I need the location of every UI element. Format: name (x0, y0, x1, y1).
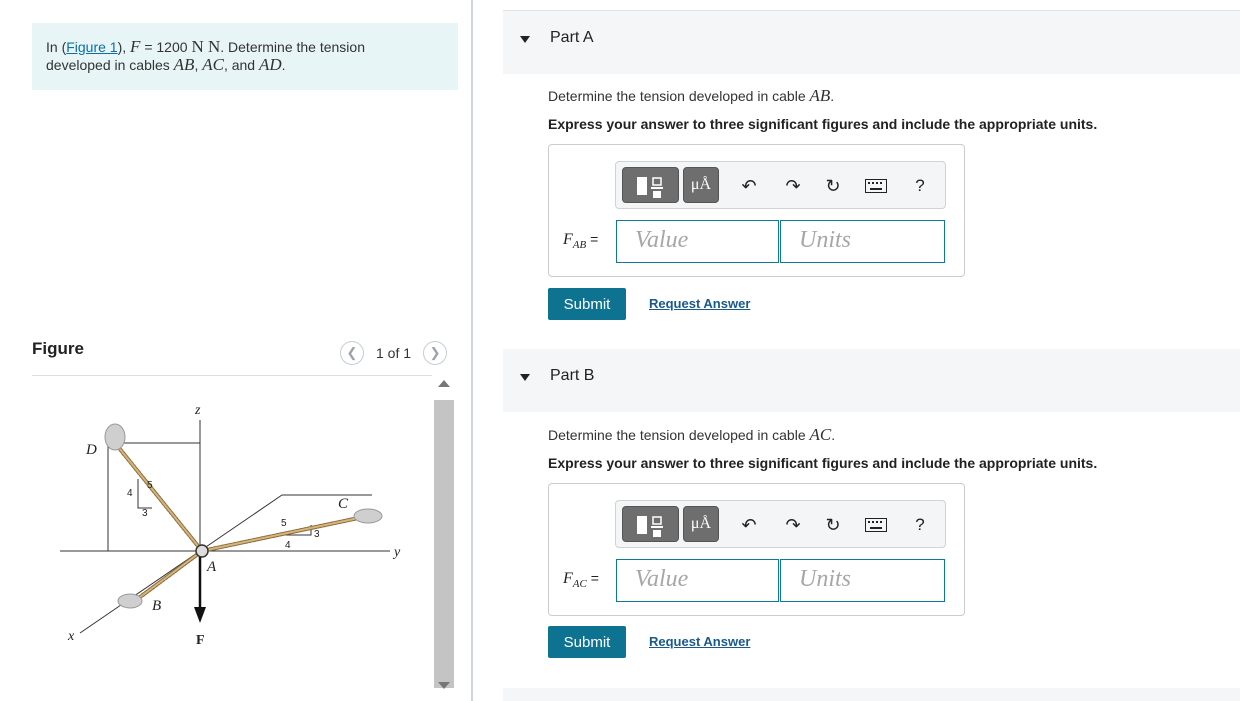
scroll-thumb[interactable] (434, 400, 454, 688)
units-icon[interactable]: μÅ (683, 167, 719, 203)
part-b-label: Part B (550, 367, 595, 384)
templates-icon[interactable] (622, 167, 679, 203)
chevron-right-icon[interactable]: ❯ (423, 341, 447, 365)
value-input[interactable]: Value (616, 559, 779, 602)
units-icon[interactable]: μÅ (683, 506, 719, 542)
redo-icon[interactable]: ↷ (785, 514, 801, 535)
label-C: C (338, 496, 349, 512)
keyboard-icon[interactable] (864, 174, 888, 198)
anchor-C (354, 509, 382, 523)
label-d4: 4 (127, 488, 133, 499)
figure-title: Figure (32, 339, 84, 358)
anchor-B (118, 594, 142, 608)
value-input[interactable]: Value (616, 220, 779, 263)
units-input[interactable]: Units (780, 559, 945, 602)
scroll-up-icon[interactable] (438, 380, 450, 387)
part-a-var-label: $F_{AB}$ = (563, 231, 599, 252)
label-d3: 3 (142, 508, 148, 519)
part-b-instruction: Express your answer to three significant figures and include the appropriate units. (548, 455, 1098, 471)
part-b-header[interactable] (503, 349, 1240, 412)
help-icon[interactable]: ? (915, 515, 925, 534)
figure-count: 1 of 1 (376, 345, 412, 361)
figure-pager (340, 340, 447, 366)
chevron-left-icon[interactable]: ❮ (340, 341, 364, 365)
label-c3: 3 (314, 529, 320, 540)
figure-link[interactable]: Figure 1 (66, 39, 118, 55)
request-answer-link[interactable]: Request Answer (649, 296, 751, 311)
label-A: A (207, 559, 217, 575)
units-input[interactable]: Units (780, 220, 945, 263)
submit-button[interactable]: Submit (548, 626, 626, 658)
anchor-D (105, 424, 125, 450)
label-y: y (394, 545, 401, 560)
undo-icon[interactable]: ↶ (741, 514, 757, 535)
x-axis (80, 551, 200, 633)
templates-icon[interactable] (622, 506, 679, 542)
request-answer-link[interactable]: Request Answer (649, 634, 751, 649)
part-a-answer-box (548, 144, 965, 277)
undo-icon[interactable]: ↶ (741, 175, 757, 196)
math-toolbar (615, 500, 946, 548)
column-divider (471, 0, 473, 701)
caret-down-icon[interactable] (520, 36, 530, 43)
math-toolbar (615, 161, 946, 209)
reset-icon[interactable]: ↻ (825, 514, 841, 535)
problem-statement: In (Figure 1), F = 1200 N N. Determine the tension developed in cables AB, AC, and AD. (32, 23, 458, 90)
caret-down-icon[interactable] (520, 374, 530, 381)
figure-divider (32, 375, 432, 376)
part-c-header-peek (503, 688, 1240, 701)
redo-icon[interactable]: ↷ (785, 175, 801, 196)
label-D: D (86, 442, 97, 458)
force-arrowhead (194, 607, 206, 623)
label-z: z (195, 403, 201, 418)
scroll-down-icon[interactable] (438, 682, 450, 689)
help-icon[interactable]: ? (915, 176, 925, 195)
submit-button[interactable]: Submit (548, 288, 626, 320)
cable-figure (32, 385, 432, 660)
part-b-question: Determine the tension developed in cable AC. (548, 425, 836, 444)
keyboard-icon[interactable] (864, 513, 888, 537)
part-b-var-label: $F_{AC}$ = (563, 570, 599, 591)
part-b-answer-box (548, 483, 965, 616)
label-c4: 4 (285, 540, 291, 551)
label-c5: 5 (281, 518, 287, 529)
reset-icon[interactable]: ↻ (825, 175, 841, 196)
label-F: F (196, 633, 205, 648)
label-x: x (68, 629, 75, 644)
part-a-instruction: Express your answer to three significant figures and include the appropriate units. (548, 116, 1098, 132)
part-a-header[interactable] (503, 11, 1240, 74)
label-d5: 5 (147, 480, 153, 491)
label-B: B (152, 598, 162, 614)
ring-A (196, 545, 208, 557)
part-a-question: Determine the tension developed in cable AB. (548, 86, 835, 105)
figure-scrollbar[interactable] (433, 380, 455, 696)
part-a-label: Part A (550, 29, 594, 46)
